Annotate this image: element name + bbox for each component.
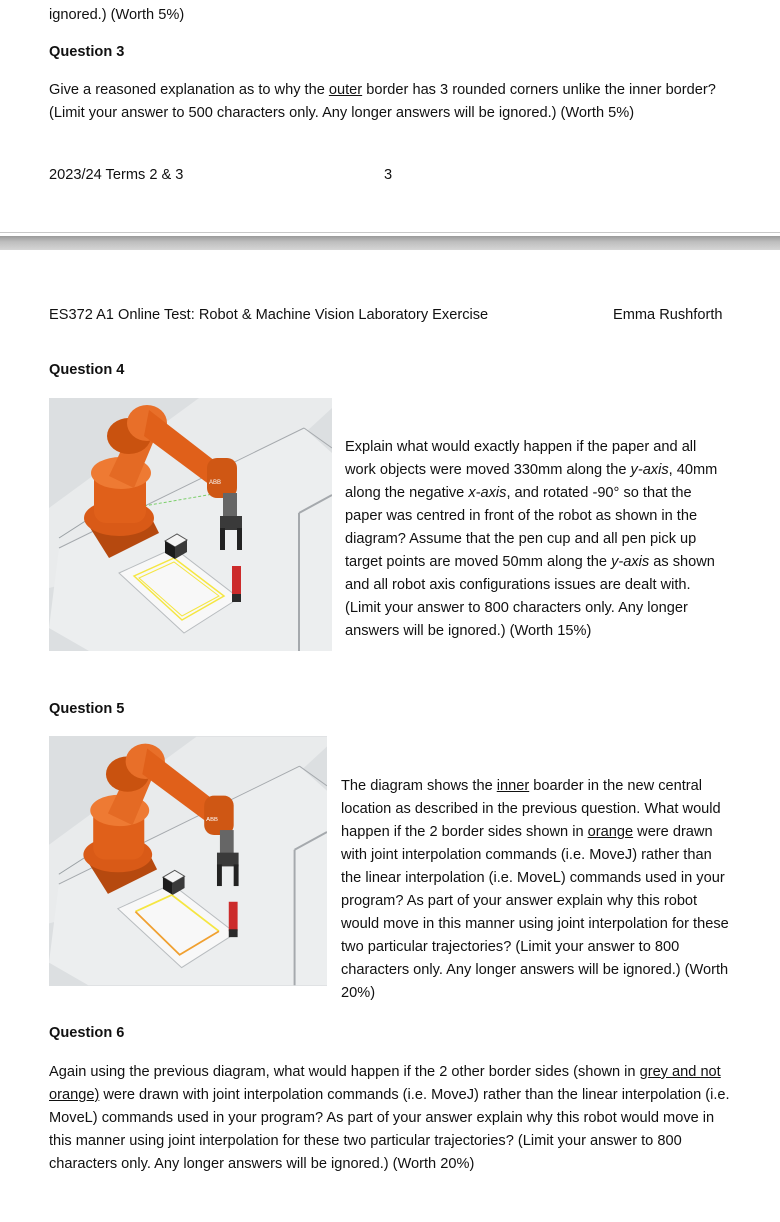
robot-arm-illustration: [49, 398, 332, 651]
question-5-orange-word: orange: [587, 824, 634, 840]
question-6-text-part-2: were drawn with joint interpolation commands (i.e. MoveJ) rather than the linear interpolation (i.e. MoveL) commands used in your program? As part of your answer explain why this robot would move in this manner using joint interpolation for these two particular trajectories? (Limit your answer to 800 characters only. Any longer answers will be ignored.) (Worth 20%): [49, 1087, 730, 1172]
question-4-x-axis: x-axis: [468, 485, 507, 501]
question-6-grey-not-orange: grey and not orange): [49, 1064, 721, 1103]
question-4-text-part-2: , 40mm along the negative: [345, 462, 718, 501]
question-5-robot-figure: [49, 736, 327, 986]
question-5-inner-word: inner: [496, 778, 530, 794]
robot-logo: ABB: [209, 480, 222, 486]
question-5-heading: Question 5: [49, 701, 125, 717]
question-4-text-part-4: as shown and all robot axis configurations issues are dealt with. (Limit your answer to 800 characters only. Any longer answers will be ignored.) (Worth 15%): [345, 554, 715, 639]
footer-page-number: 3: [384, 167, 393, 183]
page-header-author: Emma Rushforth: [613, 307, 723, 323]
question-4-heading: Question 4: [49, 362, 125, 378]
question-6-heading: Question 6: [49, 1025, 125, 1041]
question-6-text: [49, 1061, 734, 1176]
robot-logo-2: ABB: [206, 817, 218, 824]
question-4-y-axis-2: y-axis: [611, 554, 650, 570]
page-separator: [0, 236, 780, 250]
previous-question-tail: ignored.) (Worth 5%): [49, 7, 185, 23]
question-4-text-part-1: Explain what would exactly happen if the paper and all work objects were moved 330mm along the: [345, 439, 697, 478]
question-5-text-part-2: boarder in the new central location as described in the previous question. What would happen if the 2 border sides shown in: [341, 778, 721, 840]
page-separator-line: [0, 232, 780, 233]
question-3-outer-word: outer: [328, 82, 363, 98]
question-3-text-part-2: border has 3 rounded corners unlike the inner border? (Limit your answer to 500 characters only. Any longer answers will be ignored.) (Worth 5%): [49, 82, 716, 121]
question-3-text-part-1: Give a reasoned explanation as to why the: [49, 82, 329, 98]
page-header-title: ES372 A1 Online Test: Robot & Machine Vision Laboratory Exercise: [49, 307, 489, 323]
question-4-y-axis: y-axis: [630, 462, 669, 478]
question-4-robot-figure: [49, 398, 332, 651]
question-4-text: [345, 436, 730, 643]
question-3-text: [49, 79, 739, 125]
question-4-text-part-3: , and rotated -90° so that the paper was centred in front of the robot as shown in the diagram? Assume that the pen cup and all pen pick up target points are moved 50mm along the: [345, 485, 698, 570]
footer-term: 2023/24 Terms 2 & 3: [49, 167, 184, 183]
question-3-heading: Question 3: [49, 44, 125, 60]
question-5-text-part-3: were drawn with joint interpolation commands (i.e. MoveJ) rather than the linear interpolation (i.e. MoveL) commands used in your program? As part of your answer explain why this robot would move in this manner using joint interpolation for these two particular trajectories? (Limit your answer to 800 characters only. Any longer answers will be ignored.) (Worth 20%): [341, 824, 729, 1001]
question-6-text-part-1: Again using the previous diagram, what would happen if the 2 other border sides (shown in: [49, 1064, 640, 1080]
robot-arm-illustration-2: [49, 736, 327, 986]
question-5-text-part-1: The diagram shows the: [341, 778, 497, 794]
question-5-text: [341, 775, 733, 1005]
